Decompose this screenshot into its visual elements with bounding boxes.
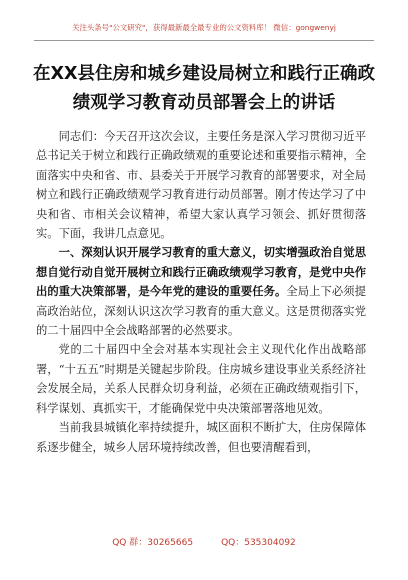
header-divider (34, 40, 374, 41)
document-body (36, 127, 366, 457)
paragraph-four: 当前我县城镇化率持续提升，城区面积不断扩大，住房保障体系逐步健全，城乡人居环境持续改善，但也要清醒看到， (36, 421, 366, 454)
section-one-text: 全局上下必须提高政治站位，深刻认识这次学习教育的重大意义。这是贯彻落实党的二十届四中全会战略部署的必然要求。 (36, 285, 366, 338)
footer-qq-group: QQ 群：30265665 (112, 538, 194, 548)
document-title: 在XX县住房和城乡建设局树立和践行正确政绩观学习教育动员部署会上的讲话 (33, 64, 375, 113)
paragraph-three: 党的二十届四中全会对基本实现社会主义现代化作出战略部署，“十五五”时期是关键起步阶段。住房城乡建设事业关系经济社会发展全局，关系人民群众切身利益，必须在正确政绩观指引下，科学谋划、真抓实干，才能确保党中央决策部署落地见效。 (36, 343, 366, 415)
footer-qq: QQ：535304092 (221, 538, 296, 548)
opening-paragraph: 同志们：今天召开这次会议，主要任务是深入学习贯彻习近平总书记关于树立和践行正确政绩观的重要论述和重要指示精神，全面落实中央和省、市、县委关于开展学习教育的部署要求，对全局树立和践行正确政绩观学习教育进行动员部署。刚才传达学习了中央和省、市相关会议精神，希望大家认真学习领会、抓好贯彻落实。下面，我讲几点意见。 (36, 130, 366, 241)
section-one-paragraph (36, 243, 366, 340)
section-one-heading: 一、深刻认识开展学习教育的重大意义，切实增强政治自觉思想自觉行动自觉开展树立和践行正确政绩观学习教育，是党中央作出的重大决策部署，是今年党的建设的重要任务。 (36, 245, 366, 299)
footer-contact (0, 535, 408, 548)
header-banner: 关注头条号"公文研究"，获得最新最全最专业的公文资料库！ 微信：gongwenyj (72, 23, 336, 32)
